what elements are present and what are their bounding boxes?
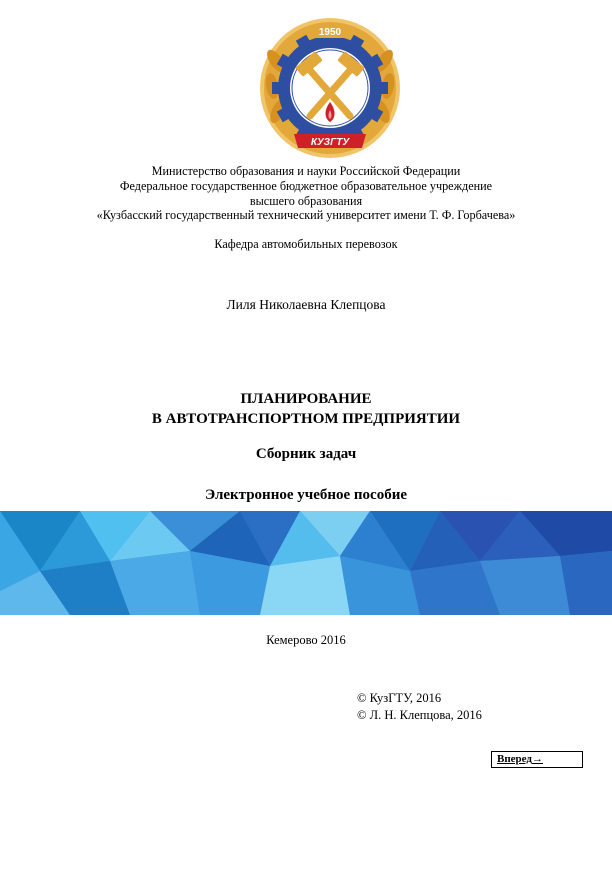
forward-button-label: Вперед — [497, 753, 532, 765]
education-level-line: высшего образования — [249, 193, 363, 208]
book-title-line-1: ПЛАНИРОВАНИЕ — [240, 391, 372, 407]
svg-text:1950: 1950 — [318, 27, 342, 38]
forward-button[interactable] — [491, 751, 583, 768]
svg-text:КУЗГТУ: КУЗГТУ — [310, 137, 350, 148]
book-title-line-2: В АВТОТРАНСПОРТНОМ ПРЕДПРИЯТИИ — [151, 411, 461, 427]
university-name-line: «Кузбасский государственный технический университет имени Т. Ф. Горбачева» — [96, 208, 516, 223]
copyright-university: © КузГТУ, 2016 — [357, 691, 442, 705]
author-name: Лиля Николаевна Клепцова — [226, 297, 386, 312]
department-name: Кафедра автомобильных перевозок — [214, 237, 398, 251]
book-title — [0, 389, 612, 429]
polygon-banner — [0, 511, 612, 615]
ministry-block — [0, 164, 612, 223]
copyright-block — [357, 690, 482, 723]
copyright-author: © Л. Н. Клепцова, 2016 — [357, 707, 482, 722]
book-subtitle: Сборник задач — [255, 446, 357, 462]
edition-type: Электронное учебное пособие — [204, 487, 408, 503]
kuzgtu-emblem-icon — [258, 16, 402, 160]
ministry-line: Министерство образования и науки Российской Федерации — [151, 164, 461, 178]
city-year: Кемерово 2016 — [266, 633, 346, 647]
ribbon — [294, 134, 366, 148]
institution-type-line: Федеральное государственное бюджетное образовательное учреждение — [119, 178, 493, 193]
arrow-right-icon: → — [531, 753, 543, 765]
year-badge — [312, 24, 348, 38]
